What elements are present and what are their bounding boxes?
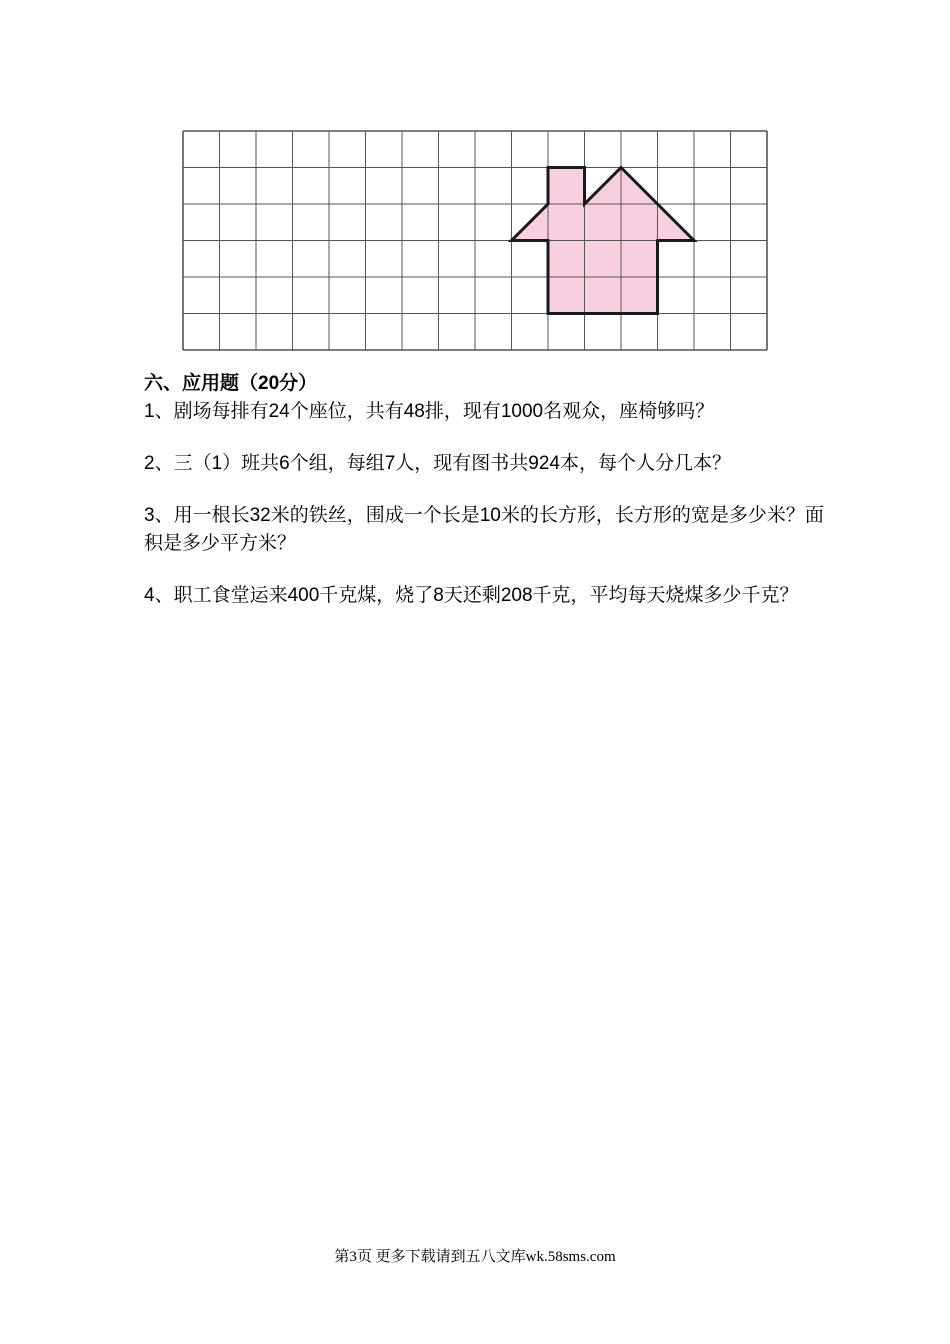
application-problems-section (144, 370, 824, 634)
grid-figure (180, 128, 770, 358)
question-3: 3、用一根长32米的铁丝，围成一个长是10米的长方形，长方形的宽是多少米？面积是多少平方米？ (144, 505, 824, 554)
question-1: 1、剧场每排有24个座位，共有48排，现有1000名观众，座椅够吗？ (144, 401, 715, 422)
section-title: 六、应用题（20分） (144, 373, 318, 394)
page-footer: 第3页 更多下载请到五八文库wk.58sms.com (334, 1249, 616, 1265)
question-2: 2、三（1）班共6个组，每组7人，现有图书共924本，每个人分几本？ (144, 453, 731, 474)
question-4: 4、职工食堂运来400千克煤，烧了8天还剩208千克，平均每天烧煤多少千克？ (144, 585, 799, 606)
